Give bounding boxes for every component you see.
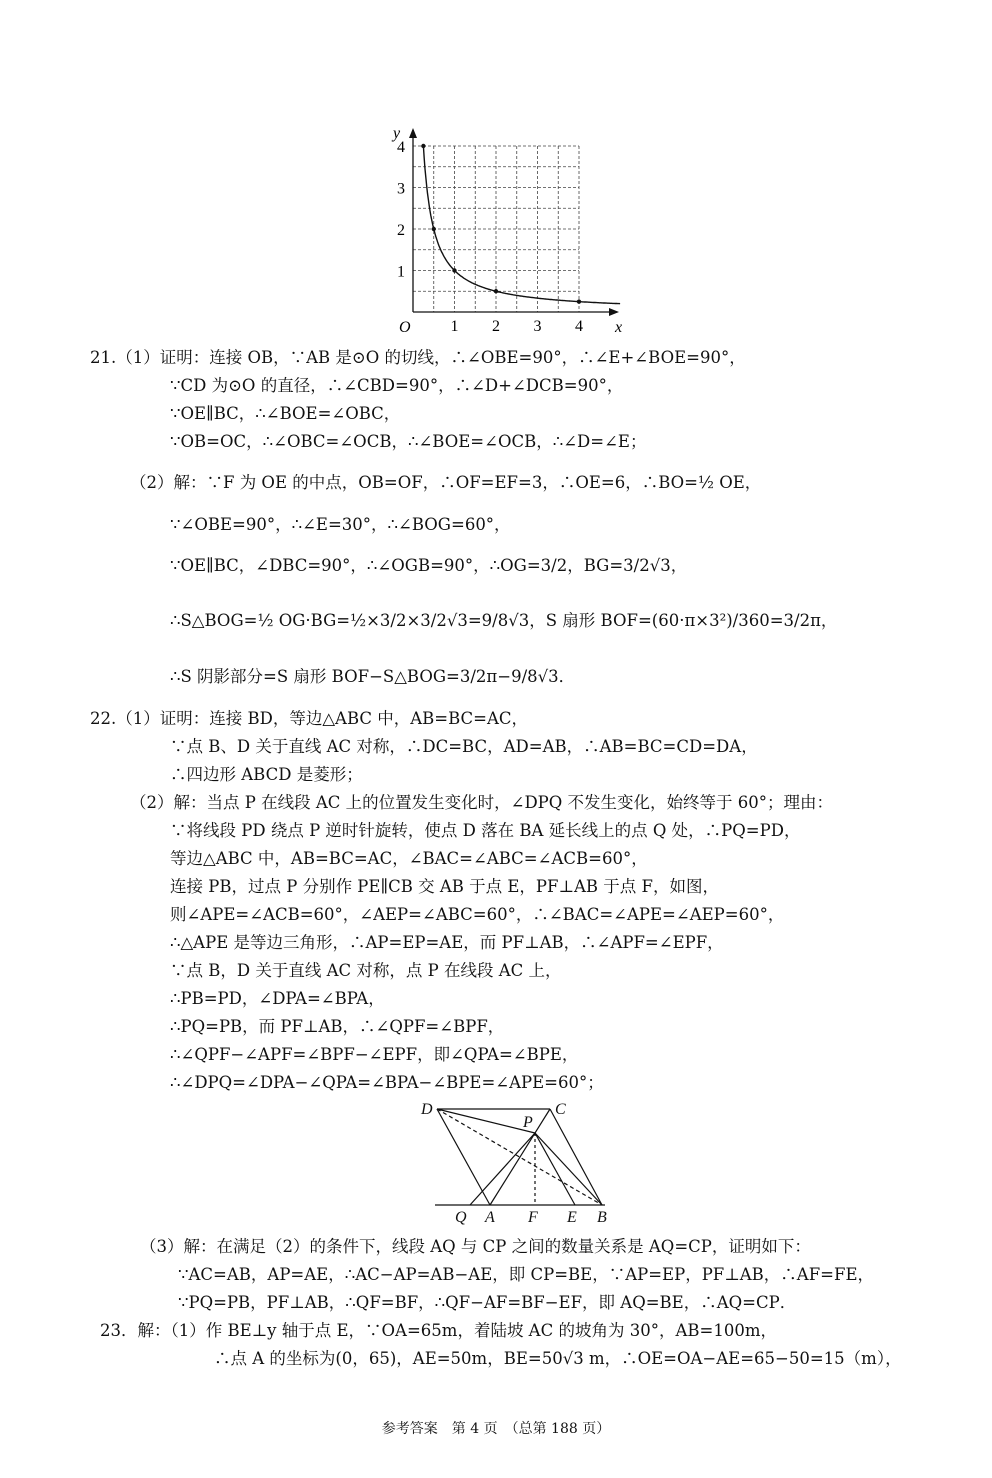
q22-line-11: ∴PB=PD，∠DPA=∠BPA， — [170, 989, 385, 1008]
x-tick-label: 1 — [450, 318, 459, 335]
data-point — [432, 227, 436, 231]
q22-line-15: （3）解：在满足（2）的条件下，线段 AQ 与 CP 之间的数量关系是 AQ=CP，证明如下： — [140, 1237, 811, 1256]
x-tick-label: 4 — [575, 318, 583, 335]
q22-line-1: 22.（1）证明：连接 BD，等边△ABC 中，AB=BC=AC， — [90, 709, 529, 728]
q22-line-2: ∵点 B、D 关于直线 AC 对称，∴DC=BC，AD=AB，∴AB=BC=CD=DA， — [170, 737, 758, 756]
q22-line-17: ∵PQ=PB，PF⊥AB，∴QF=BF，∴QF−AF=BF−EF，即 AQ=BE，∴AQ=CP． — [178, 1293, 797, 1312]
q21-line-7: ∵OE∥BC，∠DBC=90°，∴∠OGB=90°，∴OG=3/2，BG=3/2√3， — [170, 556, 688, 575]
data-point — [577, 299, 581, 303]
q22-line-10: ∵点 B，D 关于直线 AC 对称，点 P 在线段 AC 上， — [170, 961, 562, 980]
q22-line-4: （2）解：当点 P 在线段 AC 上的位置发生变化时，∠DPQ 不发生变化，始终等于 60°；理由： — [130, 793, 834, 812]
y-tick-label: 2 — [397, 222, 405, 239]
q22-line-12: ∴PQ=PB，而 PF⊥AB，∴∠QPF=∠BPF， — [170, 1017, 505, 1036]
label-P: P — [523, 1114, 533, 1131]
y-tick-label: 1 — [397, 263, 405, 281]
q23-line-2: ∴点 A 的坐标为(0，65)，AE=50m，BE=50√3 m，∴OE=OA−AE=65−50=15（m）， — [214, 1349, 902, 1368]
q23-line-1: 23．解：（1）作 BE⊥y 轴于点 E，∵OA=65m，着陆坡 AC 的坡角为 30°，AB=100m， — [100, 1321, 777, 1340]
y-tick-label: 4 — [397, 139, 405, 156]
segment-AC — [490, 1109, 550, 1205]
hyperbola-graph — [385, 122, 635, 344]
q22-line-14: ∴∠DPQ=∠DPA−∠QPA=∠BPA−∠BPE=∠APE=60°； — [170, 1073, 604, 1092]
q21-line-6: ∵∠OBE=90°，∴∠E=30°，∴∠BOG=60°， — [170, 515, 511, 534]
segment-DP — [437, 1109, 535, 1133]
q21-line-2: ∵CD 为⊙O 的直径，∴∠CBD=90°，∴∠D+∠DCB=90°， — [170, 376, 624, 395]
q22-line-13: ∴∠QPF−∠APF=∠BPF−∠EPF，即∠QPA=∠BPE， — [170, 1045, 579, 1064]
rhombus-figure — [415, 1098, 615, 1228]
graph-axes — [409, 128, 619, 316]
q21-line-5: （2）解：∵F 为 OE 的中点，OB=OF，∴OF=EF=3，∴OE=6，∴BO=½ OE， — [130, 473, 762, 492]
q22-line-7: 连接 PB，过点 P 分别作 PE∥CB 交 AB 于点 E，PF⊥AB 于点 F，如图， — [170, 877, 719, 896]
x-axis-label: x — [615, 319, 623, 336]
x-axis-arrow — [609, 308, 619, 316]
q21-line-4: ∵OB=OC，∴∠OBC=∠OCB，∴∠BOE=∠OCB，∴∠D=∠E； — [170, 432, 647, 451]
x-tick-label: 3 — [533, 318, 542, 335]
q21-line-1: 21.（1）证明：连接 OB，∵AB 是⊙O 的切线，∴∠OBE=90°，∴∠E+∠BOE=90°， — [90, 348, 746, 367]
page-footer: 参考答案 第 4 页 （总第 188 页） — [381, 1421, 611, 1437]
label-Q: Q — [455, 1209, 467, 1226]
q21-line-3: ∵OE∥BC，∴∠BOE=∠OBC， — [170, 404, 401, 423]
data-point — [421, 144, 425, 148]
q22-line-9: ∴△APE 是等边三角形，∴AP=EP=AE，而 PF⊥AB，∴∠APF=∠EPF， — [170, 933, 724, 952]
label-C: C — [555, 1101, 566, 1118]
y-axis-arrow — [409, 128, 417, 138]
data-point — [494, 289, 498, 293]
q22-line-8: 则∠APE=∠ACB=60°，∠AEP=∠ABC=60°，∴∠BAC=∠APE=∠AEP=60°， — [170, 905, 785, 924]
segment-PQ — [470, 1133, 535, 1205]
q21-line-8: ∴S△BOG=½ OG·BG=½×3/2×3/2√3=9/8√3，S 扇形 BOF=(60·π×3²)/360=3/2π， — [170, 611, 838, 630]
q22-line-16: ∵AC=AB，AP=AE，∴AC−AP=AB−AE，即 CP=BE，∵AP=EP，PF⊥AB，∴AF=FE， — [178, 1265, 874, 1284]
y-axis-label: y — [393, 125, 401, 142]
label-B: B — [597, 1209, 607, 1226]
graph-grid — [413, 146, 579, 312]
q22-line-3: ∴四边形 ABCD 是菱形； — [170, 765, 363, 784]
label-D: D — [421, 1101, 433, 1118]
q22-line-6: 等边△ABC 中，AB=BC=AC，∠BAC=∠ABC=∠ACB=60°， — [170, 849, 648, 868]
q21-line-9: ∴S 阴影部分=S 扇形 BOF−S△BOG=3/2π−9/8√3． — [170, 667, 576, 686]
segment-DA — [437, 1109, 490, 1205]
label-F: F — [528, 1209, 538, 1226]
label-A: A — [485, 1209, 495, 1226]
q22-line-5: ∵将线段 PD 绕点 P 逆时针旋转，使点 D 落在 BA 延长线上的点 Q 处，∴PQ=PD， — [170, 821, 801, 840]
graph-points — [421, 144, 581, 304]
y-tick-label: 3 — [397, 180, 405, 198]
hyperbola-curve — [423, 146, 620, 304]
data-point — [452, 268, 456, 272]
label-E: E — [567, 1209, 577, 1226]
origin-label: O — [399, 319, 411, 336]
x-tick-label: 2 — [492, 318, 500, 335]
